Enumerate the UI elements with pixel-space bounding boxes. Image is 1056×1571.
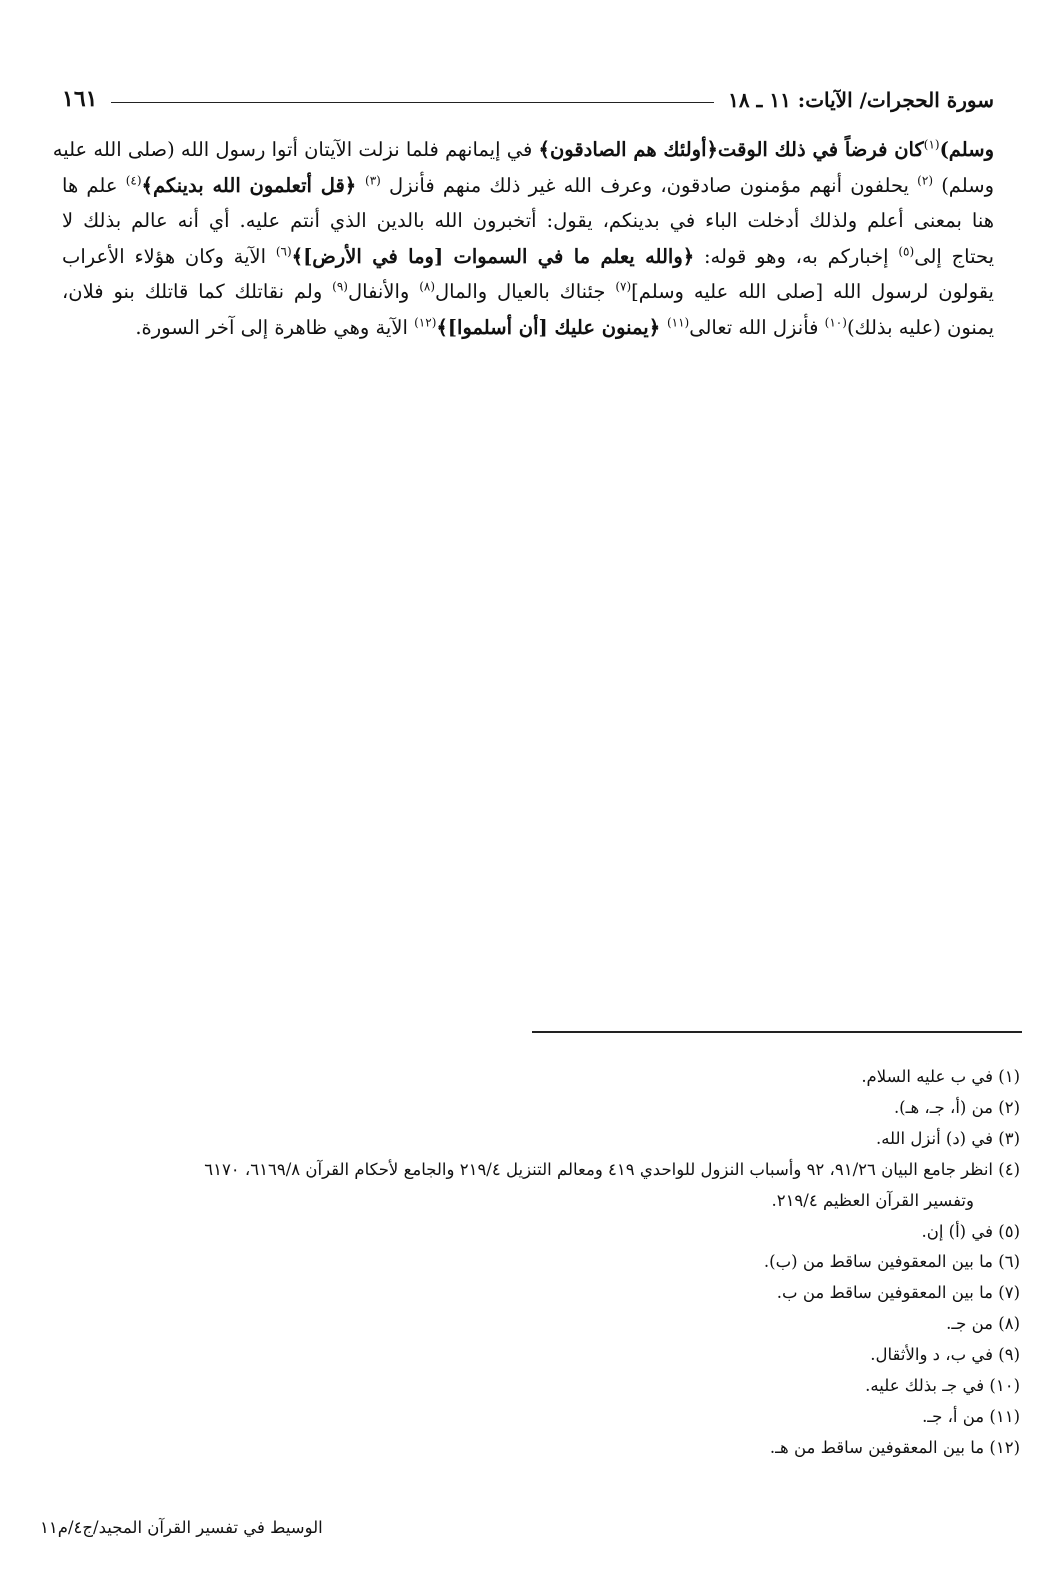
text-run: إخباركم به، وهو قوله: bbox=[694, 244, 899, 268]
text-run: الآية وهي ظاهرة إلى آخر السورة. bbox=[135, 315, 415, 339]
text-run: والأنفال bbox=[347, 280, 420, 303]
text-run: يحتاج إلى bbox=[914, 244, 994, 268]
header-rule bbox=[111, 102, 714, 103]
text-run: وسلم) bbox=[933, 173, 994, 197]
footnote-ref: (٥) bbox=[898, 244, 915, 258]
body-line-2 bbox=[62, 168, 994, 204]
text-run: فأنزل الله تعالى bbox=[689, 315, 825, 339]
quran-quote: ﴿والله يعلم ما في السموات [وما في الأرض]﴾ bbox=[291, 244, 695, 268]
footnote-3: (٣) في (د) أنزل الله. bbox=[875, 1128, 1020, 1148]
text-run: في إيمانهم فلما نزلت الآيتان أتوا رسول الله (صلى الله عليه bbox=[52, 138, 539, 161]
footnote-ref: (٤) bbox=[125, 173, 142, 187]
text-run: ولم نقاتلك كما قاتلك بنو فلان، bbox=[62, 280, 333, 303]
body-line-5 bbox=[62, 274, 994, 310]
footnote-ref: (٨) bbox=[419, 279, 436, 294]
footnote-12: (١٢) ما بين المعقوفين ساقط من هـ. bbox=[769, 1437, 1020, 1457]
text-run: الآية وكان هؤلاء الأعراب bbox=[62, 244, 276, 268]
text-run: يقولون لرسول الله [صلى الله عليه وسلم] bbox=[631, 280, 994, 303]
quran-quote: ﴿يمنون عليك [أن أسلموا]﴾ bbox=[436, 315, 667, 339]
quran-quote: ﴿قل أتعلمون الله بدينكم﴾ bbox=[141, 173, 366, 197]
body-line-3: هنا بمعنى أعلم ولذلك أدخلت الباء في بدينكم، يقول: أتخبرون الله بالدين الذي أنتم عليه. أي أنه عالم بذلك لا bbox=[62, 209, 994, 232]
text-run: يحلفون أنهم مؤمنون صادقون، وعرف الله غير ذلك منهم فأنزل bbox=[380, 173, 918, 197]
footnote-ref: (٧) bbox=[615, 279, 632, 294]
footnote-11: (١١) من أ، جـ. bbox=[922, 1406, 1020, 1426]
body-line-6 bbox=[62, 310, 994, 346]
text-run: وسلم) bbox=[939, 138, 994, 161]
text-run: كان فرضاً في ذلك الوقت bbox=[717, 138, 924, 161]
page-footer: الوسيط في تفسير القرآن المجيد/ج٤/م١١ bbox=[40, 1518, 323, 1537]
footnote-5: (٥) في (أ) إن. bbox=[921, 1221, 1020, 1241]
text-run: يمنون (عليه بذلك) bbox=[846, 315, 994, 339]
footnote-7: (٧) ما بين المعقوفين ساقط من ب. bbox=[776, 1283, 1020, 1303]
footnote-4: (٤) انظر جامع البيان ٩١/٢٦، ٩٢ وأسباب النزول للواحدي ٤١٩ ومعالم التنزيل ٢١٩/٤ والجامع لأحكام القرآن ٦١٦٩/٨، ٦١٧٠ bbox=[204, 1159, 1020, 1179]
surah-title: سورة الحجرات/ الآيات: ١١ ـ ١٨ bbox=[728, 88, 994, 112]
text-run: علم ها bbox=[62, 173, 126, 197]
body-paragraph bbox=[52, 132, 994, 345]
footnote-separator bbox=[532, 1031, 1022, 1033]
body-line-1 bbox=[52, 132, 994, 168]
footnote-4-continued: وتفسير القرآن العظيم ٢١٩/٤. bbox=[771, 1190, 974, 1210]
body-line-4 bbox=[62, 239, 994, 275]
footnote-ref: (٣) bbox=[365, 173, 381, 187]
footnote-1: (١) في ب عليه السلام. bbox=[861, 1067, 1020, 1086]
footnote-10: (١٠) في جـ بذلك عليه. bbox=[865, 1376, 1020, 1396]
quran-quote: ﴿أولئك هم الصادقون﴾ bbox=[538, 138, 718, 161]
footnotes bbox=[40, 1062, 1020, 1464]
page-header bbox=[62, 78, 994, 112]
footnote-ref: (١) bbox=[923, 137, 940, 152]
footnote-ref: (٦) bbox=[275, 244, 292, 258]
footnote-8: (٨) من جـ. bbox=[946, 1314, 1020, 1334]
footnote-ref: (٩) bbox=[332, 279, 348, 294]
footnote-ref: (١٠) bbox=[824, 315, 847, 329]
footnote-9: (٩) في ب، د والأثقال. bbox=[870, 1345, 1020, 1365]
footnote-2: (٢) من (أ، جـ، هـ). bbox=[893, 1097, 1020, 1117]
footnote-ref: (٢) bbox=[917, 173, 933, 187]
footnote-ref: (١١) bbox=[666, 315, 690, 329]
page-number: ١٦١ bbox=[62, 86, 98, 112]
footnote-6: (٦) ما بين المعقوفين ساقط من (ب). bbox=[763, 1252, 1020, 1272]
text-run: جئناك بالعيال والمال bbox=[435, 280, 616, 303]
footnote-ref: (١٢) bbox=[414, 315, 437, 329]
